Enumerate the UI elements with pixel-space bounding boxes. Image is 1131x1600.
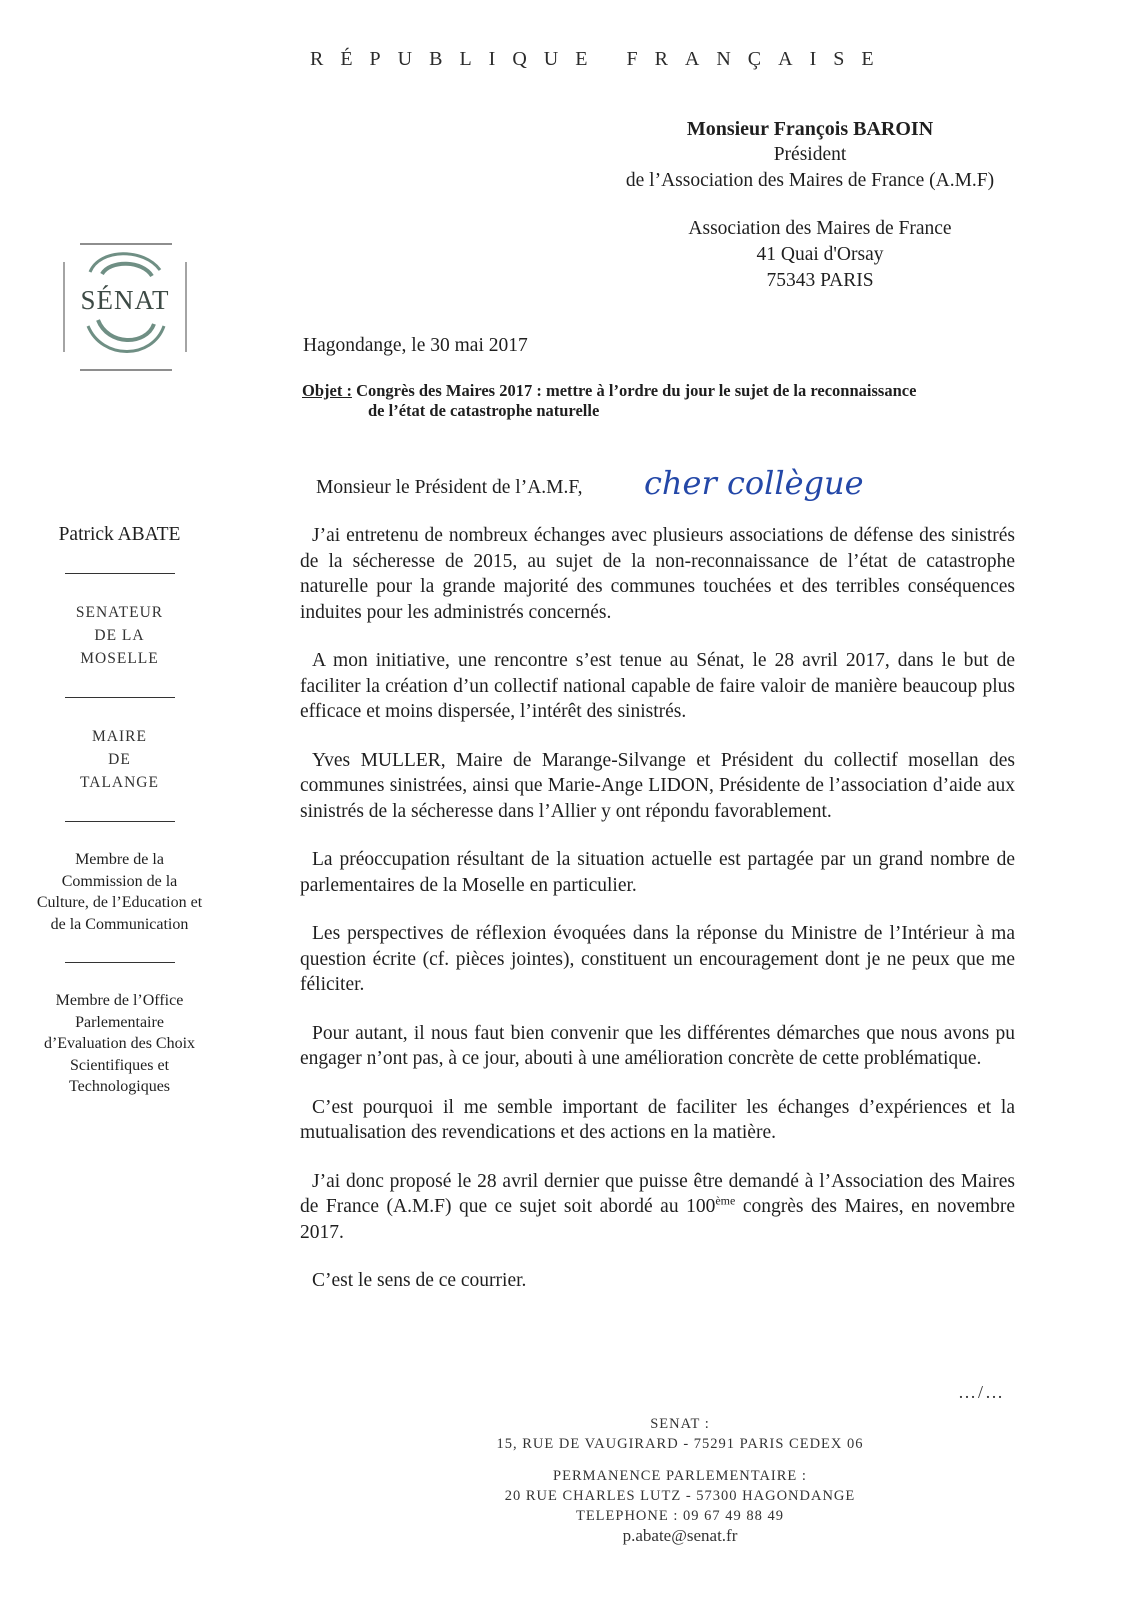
footer-phone: TELEPHONE : 09 67 49 88 49: [575, 1508, 785, 1524]
paragraph: Les perspectives de réflexion évoquées dans la réponse du Ministre de l’Intérieur à ma question écrite (cf. pièces jointes), constituent un encouragement dont je ne peux que me féliciter.: [300, 923, 1015, 995]
divider: [65, 697, 175, 698]
footer-permanence-label: PERMANENCE PARLEMENTAIRE :: [553, 1468, 807, 1484]
subject-label: Objet :: [302, 381, 352, 400]
footer-permanence-address: 20 RUE CHARLES LUTZ - 57300 HAGONDANGE: [504, 1488, 856, 1504]
recipient-org: de l’Association des Maires de France (A.M.F): [625, 170, 995, 191]
senator-line: DE LA: [94, 627, 145, 644]
footer-senat-address: 15, RUE DE VAUGIRARD - 75291 PARIS CEDEX 06: [496, 1436, 864, 1452]
senat-logo: [60, 242, 190, 372]
footer-senat-label: SENAT :: [650, 1416, 710, 1432]
address-line-2: 41 Quai d'Orsay: [756, 244, 884, 265]
closing-line: C’est le sens de ce courrier.: [312, 1270, 527, 1291]
office-line: Parlementaire: [75, 1013, 164, 1031]
recipient-address: [620, 216, 1020, 294]
paragraph: La préoccupation résultant de la situation actuelle est partagée par un grand nombre de parlementaires de la Moselle en particulier.: [300, 849, 1015, 896]
senator-title: [22, 601, 217, 670]
salutation: Monsieur le Président de l’A.M.F,: [316, 477, 583, 498]
paragraph: J’ai entretenu de nombreux échanges avec plusieurs associations de défense des sinistrés de la sécheresse de 2015, au sujet de la non-reconnaissance de l’état de catastrophe naturelle pour la grande majorité des communes touchées et des terribles conséquences induites pour les administrés concernés.: [300, 525, 1015, 623]
logo-wordmark: SÉNAT: [80, 285, 170, 315]
letter-date: Hagondange, le 30 mai 2017: [303, 335, 528, 356]
recipient-name: Monsieur François BAROIN: [686, 118, 934, 140]
mayor-line: MAIRE: [92, 728, 147, 745]
footer-email: p.abate@senat.fr: [622, 1526, 738, 1545]
commission-line: de la Communication: [50, 915, 189, 933]
office-line: Membre de l’Office: [55, 992, 184, 1009]
subject-text-1: Congrès des Maires 2017 : mettre à l’ordre du jour le sujet de la reconnaissance: [356, 381, 917, 400]
divider: [65, 821, 175, 822]
mayor-title: [22, 725, 217, 794]
subject-text-2: de l’état de catastrophe naturelle: [368, 401, 600, 420]
paragraph-congress-start: J’ai donc proposé le 28 avril dernier que puisse être demandé à l’Association des Maires de France (A.M.F) que ce sujet soit abordé au 100: [300, 1170, 1015, 1217]
ordinal-superscript: ème: [715, 1193, 736, 1208]
commission-line: Commission de la: [61, 872, 178, 890]
recipient-role: Président: [773, 144, 847, 165]
commission-line: Culture, de l’Education et: [36, 894, 203, 911]
paragraph: Yves MULLER, Maire de Marange-Silvange et Président du collectif mosellan des communes sinistrées, ainsi que Marie-Ange LIDON, Présidente de l’association d’aide aux sinistrés de la sécheresse dans l’Allier y ont répondu favorablement.: [300, 749, 1015, 822]
sender-name: Patrick ABATE: [58, 524, 181, 545]
recipient-block: [560, 116, 1060, 194]
address-line-3: 75343 PARIS: [766, 270, 874, 291]
subject-line: [302, 381, 1032, 421]
office-line: Technologiques: [68, 1078, 171, 1095]
letterhead-title: RÉPUBLIQUE FRANÇAISE: [310, 48, 891, 70]
letter-body: [300, 523, 1015, 1317]
paragraph: Pour autant, il nous faut bien convenir que les différentes démarches que nous avons pu engager n’ont pas, à ce jour, abouti à une amélioration concrète de cette problématique.: [300, 1022, 1015, 1069]
office-membership: [22, 990, 217, 1098]
handwritten-note-text: cher collègue: [644, 464, 864, 502]
office-line: d’Evaluation des Choix: [43, 1035, 196, 1052]
sender-sidebar: [22, 520, 217, 1098]
handwritten-note: [640, 454, 880, 508]
commission-line: Membre de la: [75, 851, 164, 868]
mayor-line: DE: [108, 751, 131, 768]
senator-line: SENATEUR: [75, 604, 164, 621]
mayor-line: TALANGE: [80, 774, 159, 791]
commission-membership: [22, 849, 217, 935]
address-line-1: Association des Maires de France: [688, 218, 952, 239]
footer: [300, 1414, 1060, 1546]
paragraph-congress-end: congrès des Maires, en novembre 2017.: [300, 1196, 1015, 1243]
divider: [65, 573, 175, 574]
divider: [65, 962, 175, 963]
paragraph: A mon initiative, une rencontre s’est tenue au Sénat, le 28 avril 2017, dans le but de faciliter la création d’un collectif national capable de faire valoir de manière beaucoup plus efficace et moins dispersée, l’intérêt des sinistrés.: [300, 650, 1015, 722]
paragraph-congress: [300, 1169, 1015, 1246]
continue-mark: …/…: [958, 1382, 1006, 1402]
paragraph: C’est pourquoi il me semble important de faciliter les échanges d’expériences et la mutualisation des revendications et des actions en la matière.: [300, 1096, 1015, 1143]
office-line: Scientifiques et: [69, 1056, 170, 1074]
senator-line: MOSELLE: [80, 650, 159, 667]
